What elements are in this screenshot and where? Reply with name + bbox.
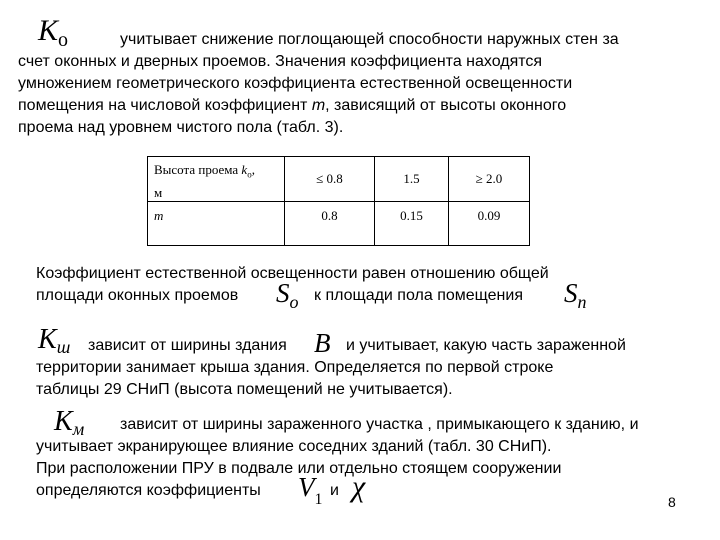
para3-line1b: и учитывает, какую часть зараженной [346,337,626,354]
and-word: и [330,482,339,499]
para1-line1: учитывает снижение поглощающей способности наружных стен за [120,31,619,48]
page-number: 8 [668,494,676,510]
so-symbol: $S_o$ [276,278,299,312]
ksh-symbol: Kш [38,324,71,357]
para4-line2: учитывает экранирующее влияние соседних зданий (табл. 30 СНиП). [36,438,552,455]
row-value-cell: 0.8 [285,201,375,245]
para2-line2b: к площади пола помещения [314,287,523,304]
para4-line1: зависит от ширины зараженного участка , примыкающего к зданию, и [120,416,639,433]
para1-line3: умножением геометрического коэффициента естественной освещенности [18,75,573,92]
table-header-row [148,157,530,202]
para1-line2: счет оконных и дверных проемов. Значения коэффициента находятся [18,53,543,70]
para1-line5: проема над уровнем чистого пола (табл. 3). [18,119,344,136]
header-value-cell: ≥ 2.0 [449,157,530,202]
para4-line3: При расположении ПРУ в подвале или отдельно стоящем сооружении [36,460,562,477]
header-value-cell: ≤ 0.8 [285,157,375,202]
para4-line4: определяются коэффициенты [36,482,261,499]
m-variable: m [311,97,326,114]
para1-line4-text: помещения на числовой коэффициент [18,97,308,114]
para3-line2: территории занимает крыша здания. Определяется по первой строке [36,359,554,376]
header-label-cell: Высота проема $k_o$, м [148,157,285,202]
chi-symbol: χ [352,470,366,503]
b-symbol: B [314,328,331,358]
para3-line3: таблицы 29 СНиП (высота помещений не учитывается). [36,381,453,398]
row-value-cell: 0.09 [449,201,530,245]
para3-line1a: зависит от ширины здания [88,337,287,354]
para2-line1: Коэффициент естественной освещенности равен отношению общей [36,265,549,282]
sn-symbol: $S_п$ [564,278,587,312]
ko-main: K [38,14,59,47]
para1-line4-end: , зависящий от высоты оконного [325,97,567,114]
height-coefficient-table [147,156,530,246]
ko-sub: o [58,29,69,51]
para1-line4 [18,95,566,117]
row-value-cell: 0.15 [375,201,449,245]
para2-line2a: площади оконных проемов [36,287,239,304]
table-data-row [148,201,530,245]
v1-symbol: $V_1$ [298,472,323,508]
header-value-cell: 1.5 [375,157,449,202]
ko-symbol [38,16,68,49]
km-symbol: Kм [54,406,85,439]
row-label-cell: m [148,201,285,245]
